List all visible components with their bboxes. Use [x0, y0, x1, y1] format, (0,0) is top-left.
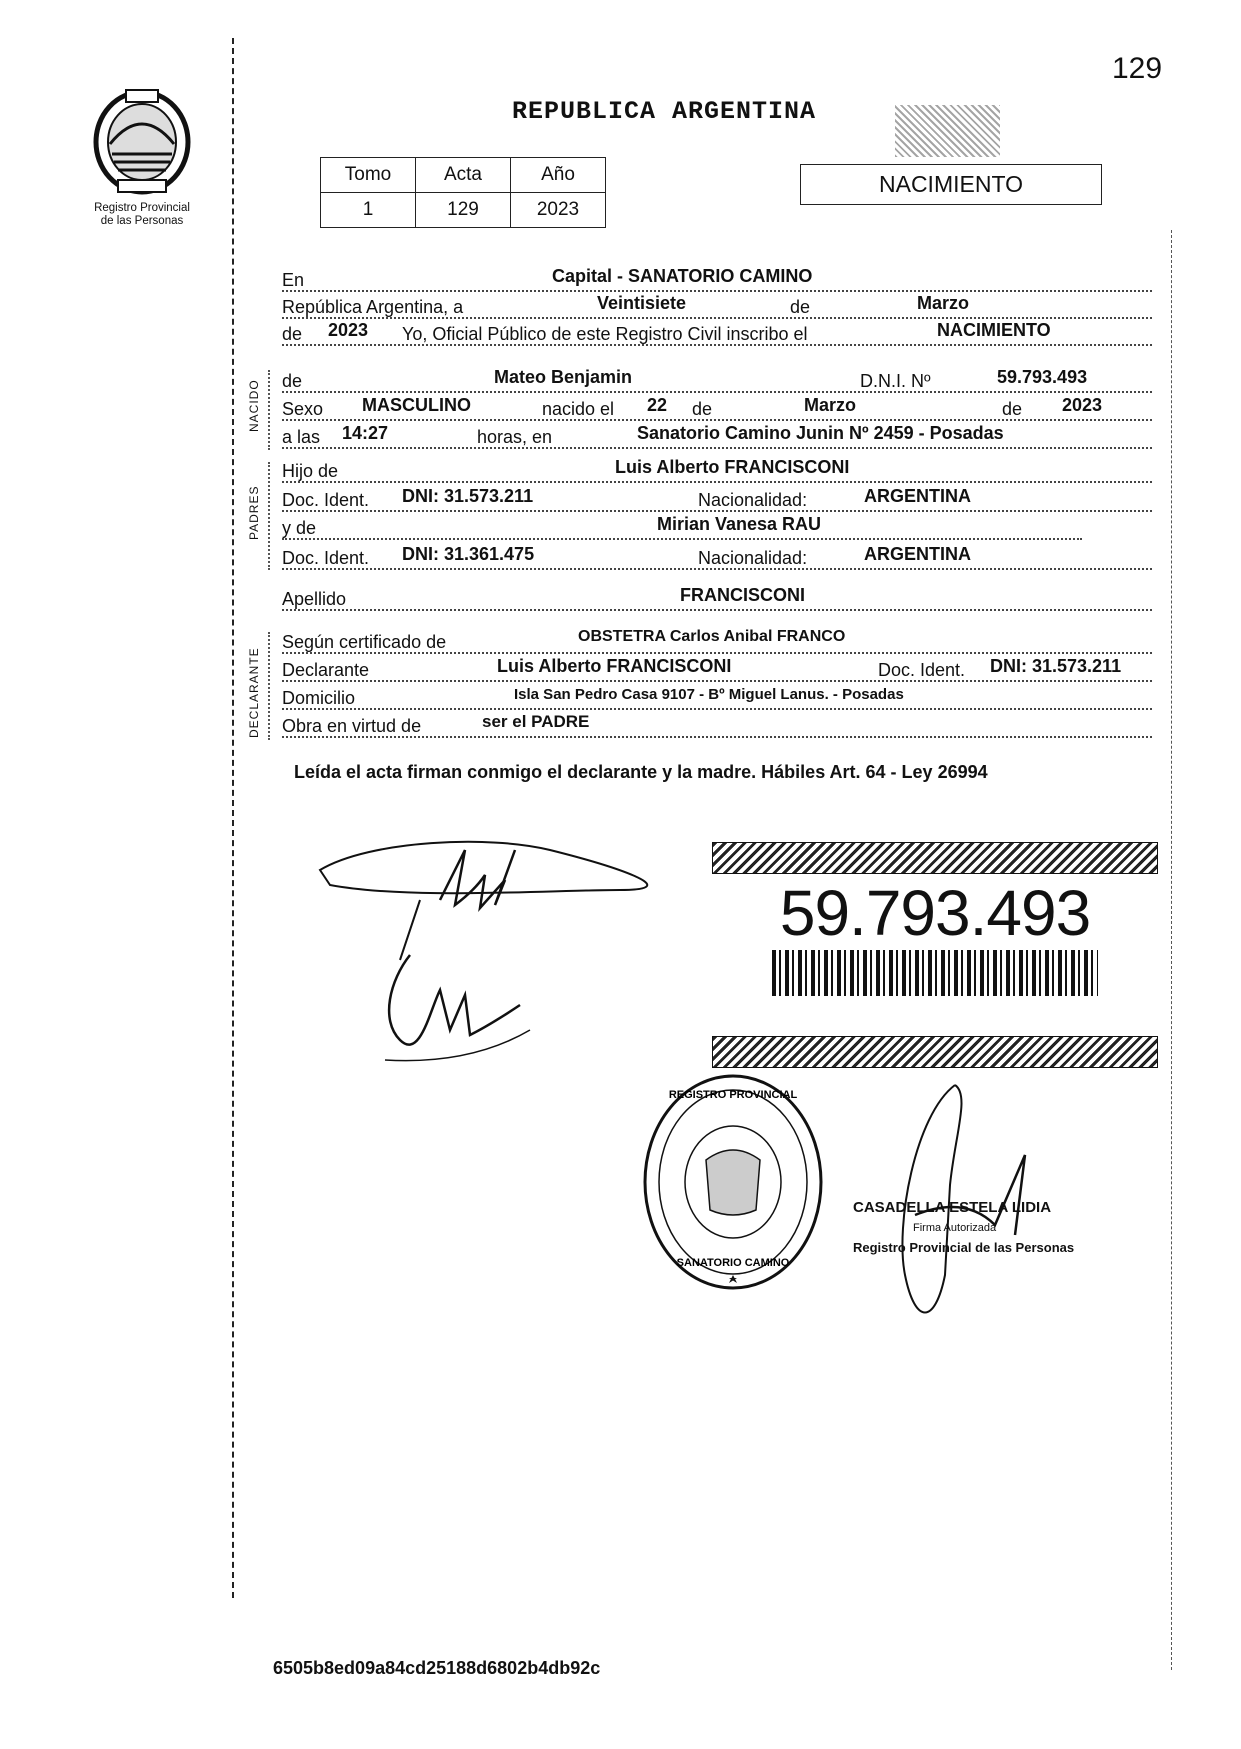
right-margin-rule [1171, 230, 1172, 1670]
label-yde: y de [282, 518, 317, 538]
security-band-bottom [712, 1036, 1158, 1068]
value-day-words: Veintisiete [597, 293, 687, 313]
label-horas: horas, en [477, 427, 553, 447]
side-label-declarante: DECLARANTE [247, 647, 261, 738]
registry-caption-line1: Registro Provincial [94, 202, 190, 214]
label-de: de [790, 297, 811, 317]
label-de-year: de [282, 324, 303, 344]
office-seal [638, 1070, 828, 1295]
label-certificado: Según certificado de [282, 632, 447, 652]
value-mother-nat: ARGENTINA [864, 544, 971, 564]
value-event: NACIMIENTO [937, 320, 1051, 340]
label-dni: D.N.I. Nº [860, 371, 931, 391]
side-label-nacido: NACIDO [247, 379, 261, 432]
label-doc-father: Doc. Ident. [282, 490, 370, 510]
side-label-padres: PADRES [247, 485, 261, 540]
value-dni: 59.793.493 [997, 367, 1088, 387]
label-de-byear: de [1002, 399, 1023, 419]
svg-text:REGISTRO PROVINCIAL: REGISTRO PROVINCIAL [668, 1089, 798, 1101]
page-number: 129 [1112, 52, 1163, 85]
ref-value-tomo: 1 [321, 193, 416, 228]
value-birth-day: 22 [647, 395, 668, 415]
value-year: 2023 [328, 320, 369, 340]
row-sexo [282, 395, 1152, 421]
registry-caption [62, 202, 222, 228]
row-father [282, 457, 1152, 483]
row-en [282, 266, 1152, 292]
value-birth-month: Marzo [804, 395, 857, 415]
value-name: Mateo Benjamin [494, 367, 633, 387]
registry-caption-line2: de las Personas [100, 215, 184, 227]
row-date [282, 293, 1152, 319]
label-doc-declarante: Doc. Ident. [878, 660, 966, 680]
row-mother [282, 514, 1082, 540]
ref-value-acta: 129 [416, 193, 511, 228]
value-surname: FRANCISCONI [680, 585, 805, 605]
security-stamp [895, 105, 1000, 157]
value-mother-doc: DNI: 31.361.475 [402, 544, 535, 564]
label-doc-mother: Doc. Ident. [282, 548, 370, 568]
label-nac-mother: Nacionalidad: [698, 548, 808, 568]
id-number: 59.793.493 [779, 877, 1091, 949]
value-obra: ser el PADRE [482, 712, 590, 731]
value-time: 14:27 [342, 423, 389, 443]
label-oficial: Yo, Oficial Público de este Registro Civil inscribo el [402, 324, 808, 344]
row-year [282, 320, 1152, 346]
row-domicilio [282, 684, 1152, 710]
official-block [853, 1198, 1074, 1258]
official-registry: Registro Provincial de las Personas [853, 1240, 1075, 1255]
record-type-box: NACIMIENTO [800, 164, 1102, 205]
row-surname [282, 585, 1152, 611]
svg-text:SANATORIO CAMINO: SANATORIO CAMINO [676, 1257, 790, 1269]
province-seal-logo [88, 84, 196, 196]
label-de-name: de [282, 371, 303, 391]
value-father-nat: ARGENTINA [864, 486, 971, 506]
value-declarante-doc: DNI: 31.573.211 [990, 656, 1122, 676]
label-a-las: a las [282, 427, 321, 447]
document-hash: 6505b8ed09a84cd25188d6802b4db92c [273, 1658, 601, 1678]
label-sexo: Sexo [282, 399, 324, 419]
value-father-doc: DNI: 31.573.211 [402, 486, 534, 506]
official-name: CASADELLA ESTELA LIDIA [853, 1199, 1052, 1216]
value-domicilio: Isla San Pedro Casa 9107 - Bº Miguel Lanus. - Posadas [514, 686, 904, 703]
label-declarante: Declarante [282, 660, 370, 680]
country-heading: REPUBLICA ARGENTINA [512, 97, 817, 126]
reading-note: Leída el acta firman conmigo el declarante y la madre. Hábiles Art. 64 - Ley 26994 [294, 762, 988, 782]
value-declarante: Luis Alberto FRANCISCONI [497, 656, 732, 676]
security-band-top [712, 842, 1158, 874]
label-domicilio: Domicilio [282, 688, 356, 708]
row-declarante [282, 656, 1152, 682]
ref-value-ano: 2023 [511, 193, 606, 228]
label-obra: Obra en virtud de [282, 716, 422, 736]
label-nac-father: Nacionalidad: [698, 490, 808, 510]
reference-table [320, 157, 606, 228]
value-father: Luis Alberto FRANCISCONI [615, 457, 850, 477]
ref-header-acta: Acta [416, 158, 511, 193]
value-month: Marzo [917, 293, 970, 313]
label-de-month: de [692, 399, 713, 419]
label-hijo: Hijo de [282, 461, 339, 481]
row-time [282, 423, 1152, 449]
official-title: Firma Autorizada [913, 1222, 997, 1234]
label-nacido: nacido el [542, 399, 615, 419]
label-apellido: Apellido [282, 589, 347, 609]
id-barcode-panel [712, 842, 1158, 1068]
row-obra [282, 712, 1152, 738]
value-birth-place: Sanatorio Camino Junin Nº 2459 - Posadas [637, 423, 1004, 443]
value-sexo: MASCULINO [362, 395, 471, 415]
row-name [282, 367, 1152, 393]
signatures [290, 830, 710, 1080]
label-republica: República Argentina, a [282, 297, 464, 317]
value-mother: Mirian Vanesa RAU [657, 514, 822, 534]
ref-header-tomo: Tomo [321, 158, 416, 193]
value-certificado: OBSTETRA Carlos Anibal FRANCO [578, 628, 846, 645]
row-father-doc [282, 486, 1152, 512]
value-birth-year: 2023 [1062, 395, 1103, 415]
left-margin-rule [232, 38, 234, 1598]
row-certificado [282, 628, 1152, 654]
label-en: En [282, 270, 305, 290]
row-mother-doc [282, 544, 1152, 570]
value-place-registered: Capital - SANATORIO CAMINO [552, 266, 813, 286]
ref-header-ano: Año [511, 158, 606, 193]
barcode [772, 950, 1098, 996]
